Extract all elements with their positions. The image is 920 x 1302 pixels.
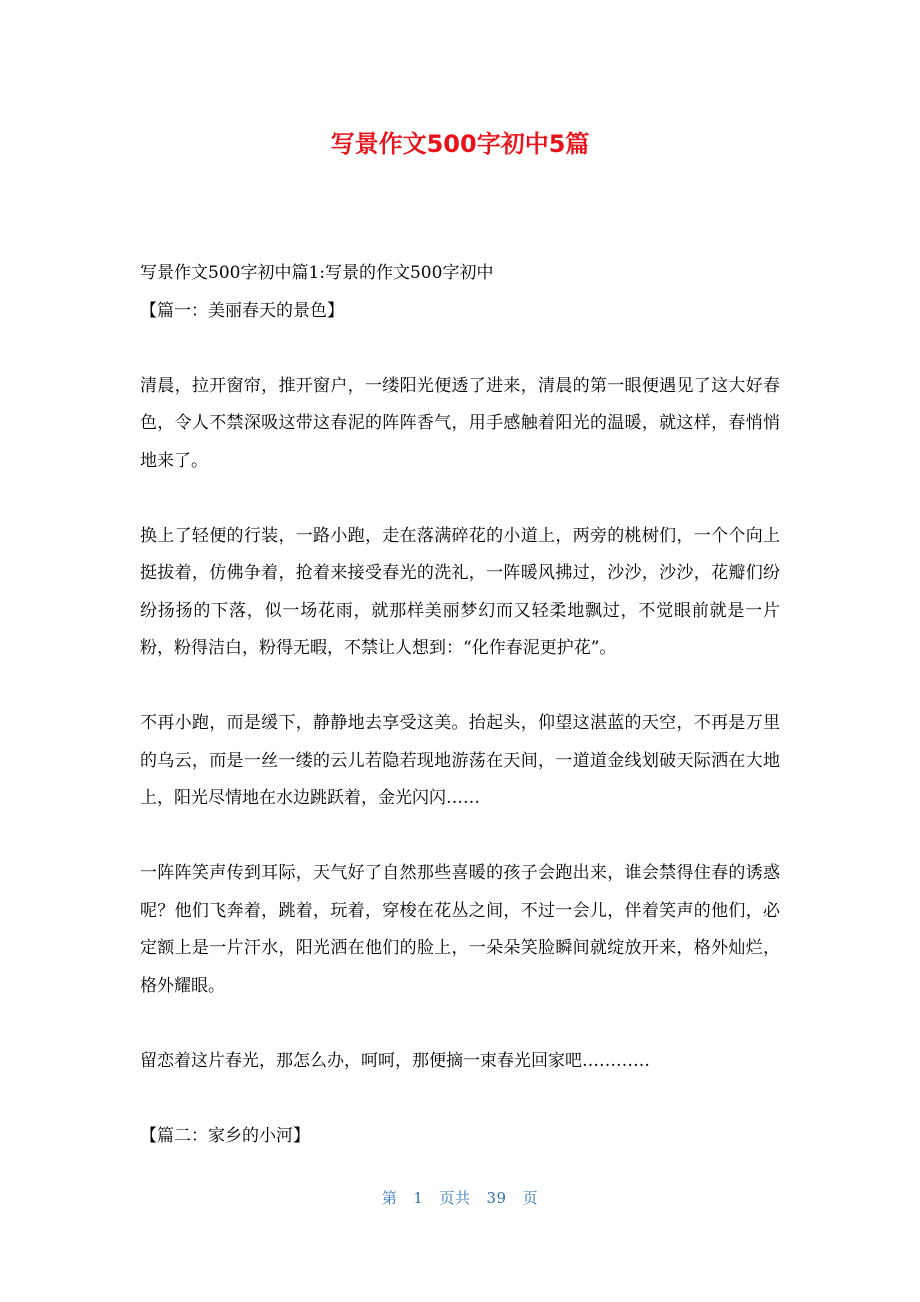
footer-suffix: 页 bbox=[522, 1189, 539, 1207]
footer-prefix: 第 bbox=[381, 1189, 398, 1207]
footer-total-pages: 39 bbox=[486, 1189, 507, 1207]
document-subtitle: 写景作文500字初中篇1:写景的作文500字初中 bbox=[140, 263, 494, 283]
paragraph-2: 换上了轻便的行装，一路小跑，走在落满碎花的小道上，两旁的桃树们，一个个向上挺拔着，仿佛争着，抢着来接受春光的洗礼，一阵暖风拂过，沙沙，沙沙，花瓣们纷纷扬扬的下落，似一场花雨，就那样美丽梦幻而又轻柔地飘过，不觉眼前就是一片粉，粉得洁白，粉得无暇，不禁让人想到：“化作春泥更护花”。 bbox=[140, 525, 780, 658]
paragraph-spacer bbox=[140, 818, 780, 856]
document-body bbox=[140, 255, 780, 1155]
paragraph-3: 不再小跑，而是缓下，静静地去享受这美。抬起头，仰望这湛蓝的天空，不再是万里的乌云，而是一丝一缕的云儿若隐若现地游荡在天间，一道道金线划破天际洒在大地上，阳光尽情地在水边跳跃着，金光闪闪…… bbox=[140, 713, 780, 808]
document-title: 写景作文500字初中5篇 bbox=[330, 130, 590, 158]
paragraph-spacer bbox=[140, 480, 780, 518]
paragraph-spacer bbox=[140, 1080, 780, 1118]
footer-current-page: 1 bbox=[413, 1189, 424, 1207]
paragraph-spacer bbox=[140, 1005, 780, 1043]
section-heading-2: 【篇二：家乡的小河】 bbox=[140, 1125, 310, 1146]
section-heading-1: 【篇一：美丽春天的景色】 bbox=[140, 300, 344, 321]
footer-middle: 页共 bbox=[439, 1189, 471, 1207]
paragraph-spacer bbox=[140, 668, 780, 706]
paragraph-1: 清晨，拉开窗帘，推开窗户，一缕阳光便透了进来，清晨的第一眼便遇见了这大好春色，令人不禁深吸这带这春泥的阵阵香气，用手感触着阳光的温暖，就这样，春悄悄地来了。 bbox=[140, 375, 780, 471]
paragraph-4: 一阵阵笑声传到耳际，天气好了自然那些喜暖的孩子会跑出来，谁会禁得住春的诱惑呢？他们飞奔着，跳着，玩着，穿梭在花丛之间，不过一会儿，伴着笑声的他们，必定额上是一片汗水，阳光洒在他们的脸上，一朵朵笑脸瞬间就绽放开来，格外灿烂，格外耀眼。 bbox=[140, 863, 780, 996]
page-footer bbox=[0, 1186, 920, 1210]
paragraph-spacer bbox=[140, 330, 780, 368]
paragraph-5: 留恋着这片春光，那怎么办，呵呵，那便摘一束春光回家吧………… bbox=[140, 1050, 650, 1071]
